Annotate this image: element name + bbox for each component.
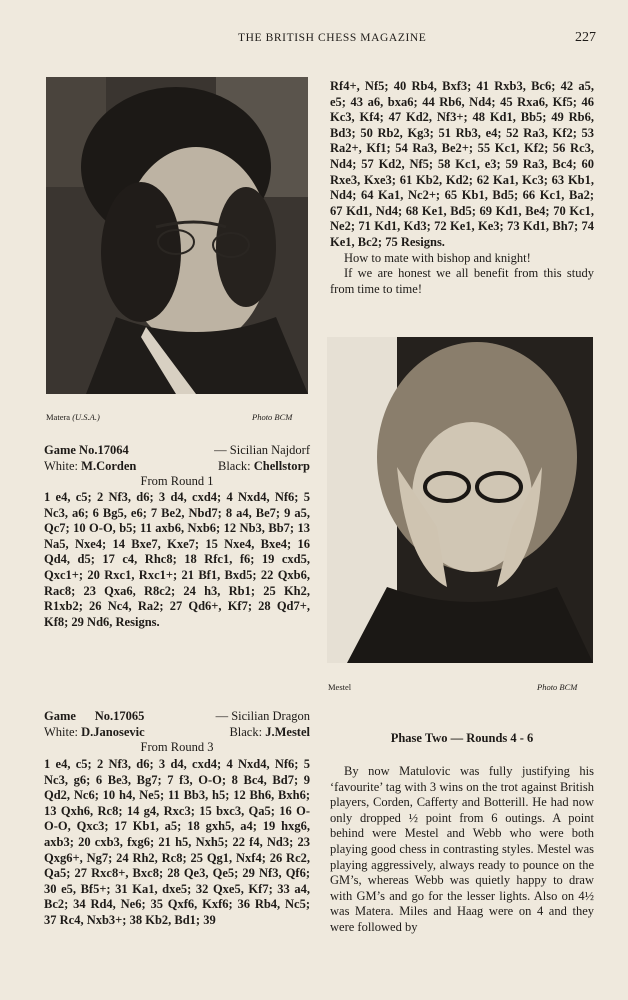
comment-mate: How to mate with bishop and knight!: [344, 250, 531, 265]
page-number: 227: [575, 30, 596, 45]
mestel-caption: Mestel: [328, 682, 352, 692]
game1-moves: 1 e4, c5; 2 Nf3, d6; 3 d4, cxd4; 4 Nxd4, Nf6; 5 Nc3, a6; 6 Bg5, e6; 7 Be2, Nbd7; 8 a4, Be7; 9 a5, Qc7; 10 O-O, b5; 11 axb6, Nxb6; 12 Nb3, Bb7; 13 Na5, Nxe4; 14 Bxe7, Kxe7; 15 Nxe4, Bxe4; 16 Qd4, d5; 17 c4, Rhc8; 18 Rfc1, f6; 19 cxd5, Qxc1+; 20 Rxc1, Rxc1+; 21 Bf1, Bxd5; 22 Qxb6, Rac8; 23 Qxa6, R8c2; 24 h3, Rb1; 25 Kh2, R1xb2; 26 Nc4, Ra2; 27 Qd6+, Kf7; 28 Qd7+, Kf8; 29 Nd6, Resigns.: [44, 490, 310, 629]
game2-white: D.Janosevic: [81, 724, 145, 739]
game2-result: Resigns.: [400, 234, 445, 249]
game1-result: Resigns.: [115, 614, 160, 629]
matera-photo: [46, 77, 308, 394]
game1-black: Chellstorp: [253, 458, 310, 473]
game2-round: From Round 3: [140, 740, 214, 755]
game1-opening: — Sicilian Najdorf: [214, 443, 310, 457]
game2-black: J.Mestel: [265, 724, 310, 739]
game2-moves: 1 e4, c5; 2 Nf3, d6; 3 d4, cxd4; 4 Nxd4, Nf6; 5 Nc3, g6; 6 Be3, Bg7; 7 f3, O-O; 8 Bc4, Bd7; 9 Qd2, Nc6; 10 h4, Ne5; 11 Bb3, h5; 12 Bh6, Bxh6; 13 Qxh6, Rc8; 14 g4, Rxc3; 15 bxc3, Qa5; 16 O-O-O, Qxc3; 17 Kb1, a5; 18 gxh5, a4; 19 hxg6, axb3; 20 cxb3, fxg6; 21 h5, Nxh5; 22 f4, Nd3; 23 Qxg6+, Ng7; 24 Rh2, Rc8; 25 Qg1, Nxf4; 26 Rc2, Qa5; 27 Rxc8+, Bxc8; 28 Qe3, Qe5; 29 Nf3, Qf6; 30 e5, Bf5+; 31 Ka1, dxe5; 32 Qxe5, Kf7; 33 a4, Bc2; 34 Rd4, Ne6; 35 Qxf6, Kxf6; 36 Rb4, Nc5; 37 Rc4, Nxb3+; 38 Kb2, Bd1; 39: [44, 757, 310, 927]
running-header: [0, 32, 628, 52]
caption-country: (U.S.A.): [72, 412, 100, 422]
game2-header: Game No.17065 — Sicilian Dragon White: D.Janosevic Black: J.Mestel From Round 3: [44, 709, 310, 755]
game1-round: From Round 1: [140, 474, 214, 489]
game1-white: M.Corden: [81, 458, 137, 473]
phase-two-heading: Phase Two — Rounds 4 - 6: [390, 731, 534, 745]
game2-opening: — Sicilian Dragon: [215, 709, 310, 723]
mestel-photo: [327, 337, 593, 663]
caption-name: Matera: [46, 412, 71, 422]
game1-header: Game No.17064 — Sicilian Najdorf White: M.Corden Black: Chellstorp From Round 1: [44, 443, 310, 489]
game1-number: Game No.17064: [44, 443, 129, 457]
matera-photo-credit: Photo BCM: [252, 412, 293, 422]
matera-caption: [46, 412, 100, 422]
magazine-title: THE BRITISH CHESS MAGAZINE: [238, 32, 427, 44]
comment-study: If we are honest we all benefit from this study from time to time!: [330, 266, 594, 296]
mestel-photo-credit: Photo BCM: [537, 682, 578, 692]
phase-two-text: By now Matulovic was fully justifying his ‘favourite’ tag with 3 wins on the trot against British players, Corden, Cafferty and Botterill. He had now only dropped ½ point from 6 outings. A point behind were Mestel and Webb who were both playing good chess in contrasting styles. Mestel was playing aggressively, always ready to pounce on the GM’s, whereas Webb was quietly happy to draw with GM’s and go for the lesser lights. Also on 4½ was Matera. Miles and Haag were on 4 and they were followed by: [330, 764, 594, 934]
game2-number: No.17065: [94, 709, 145, 723]
game2-moves-continued: Rf4+, Nf5; 40 Rb4, Bxf3; 41 Rxb3, Bc6; 42 a5, e5; 43 a6, bxa6; 44 Rb6, Nd4; 45 Rxa6, Kf5; 46 Kc3, Kf4; 47 Kd2, Nf3+; 48 Kd1, Bb5; 49 Rb6, Bd3; 50 Rb2, Kg3; 51 Rb3, e4; 52 Ra3, Kf2; 53 Ra2+, Kf1; 54 Ra3, Be2+; 55 Kc1, Kf2; 56 Rc3, Nd4; 57 Kd2, Nf5; 58 Kc1, e3; 59 Ra3, Bc4; 60 Rxe3, Kxe3; 61 Kb2, Kd2; 62 Ka1, Kc3; 63 Kb1, Nd4; 64 Ka1, Nc2+; 65 Kb1, Bd5; 66 Kc1, Ba2; 67 Kd1, Nd4; 68 Ke1, Bd5; 69 Kd1, Be4; 70 Kc1, Ne2; 71 Kd1, Kd3; 72 Ke1, Ke3; 73 Kd1, Bh7; 74 Ke1, Bc2; 75 Resigns. How to mate with bishop and knight! If we are honest we all benefit from this study from time to time!: [330, 79, 594, 296]
